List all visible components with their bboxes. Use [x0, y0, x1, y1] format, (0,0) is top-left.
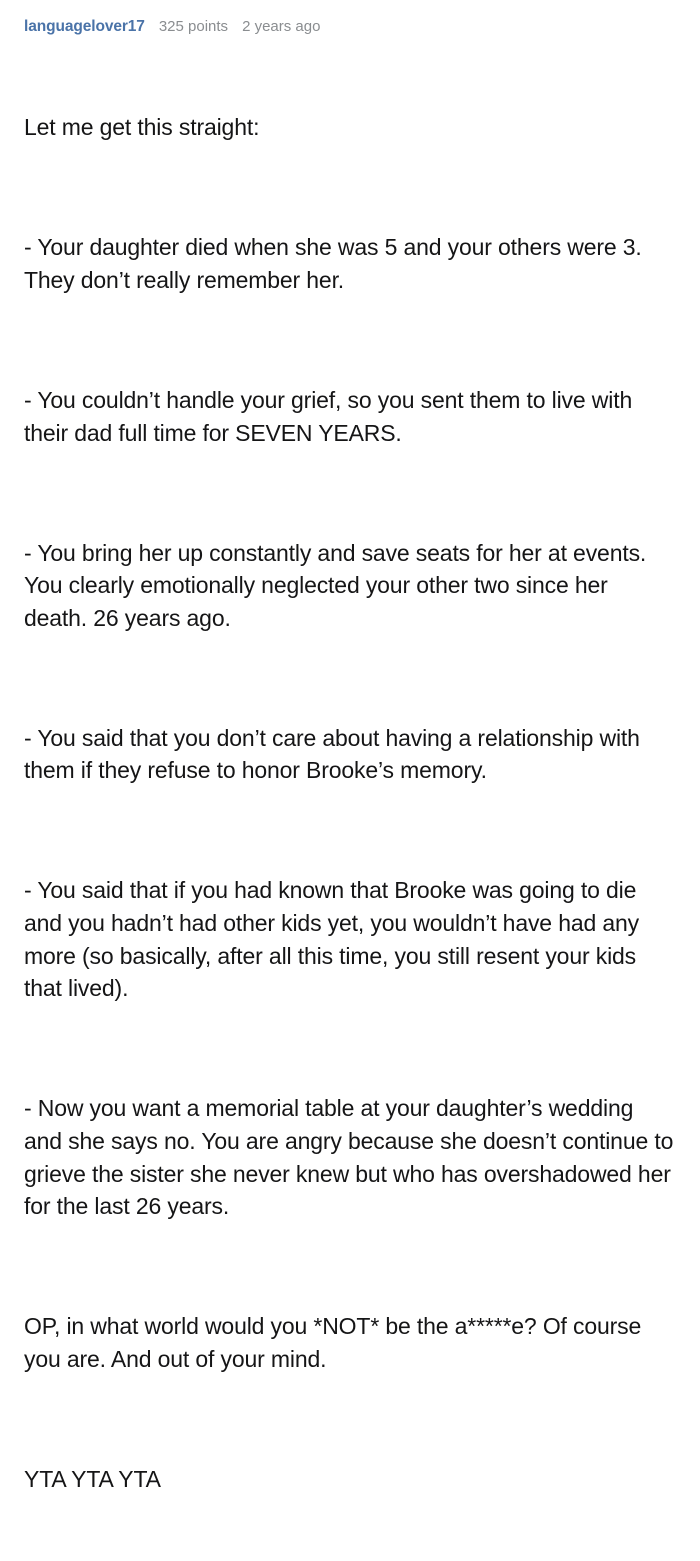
- comment-points: 325 points: [158, 18, 229, 35]
- comment-timestamp: 2 years ago: [242, 18, 321, 35]
- comment-paragraph: Let me get this straight:: [24, 114, 260, 141]
- comment-body: [24, 46, 680, 1561]
- comment-paragraph: - Now you want a memorial table at your daughter’s wedding and she says no. You are angry because she doesn’t continue to grieve the sister she never knew but who has overshadowed her for the last 26 years.: [24, 1095, 680, 1220]
- comment-paragraph: OP, in what world would you *NOT* be the a*****e? Of course you are. And out of your mind.: [24, 1313, 648, 1372]
- comment-paragraph: - You bring her up constantly and save seats for her at events. You clearly emotionally neglected your other two since her death. 26 years ago.: [24, 539, 652, 631]
- comment-paragraph: - You couldn’t handle your grief, so you sent them to live with their dad full time for SEVEN YEARS.: [24, 386, 639, 446]
- comment-header: [24, 18, 676, 36]
- comment-paragraph: YTA YTA YTA: [24, 1465, 161, 1492]
- comment-paragraph: - Your daughter died when she was 5 and your others were 3. They don’t really remember her.: [24, 234, 648, 293]
- comment-author[interactable]: languagelover17: [24, 18, 145, 35]
- comment-paragraph: - You said that if you had known that Brooke was going to die and you hadn’t had other kids yet, you wouldn’t have had any more (so basically, after all this time, you still resent your kids that lived).: [24, 877, 646, 1002]
- comment-paragraph: - You said that you don’t care about having a relationship with them if they refuse to honor Brooke’s memory.: [24, 724, 647, 784]
